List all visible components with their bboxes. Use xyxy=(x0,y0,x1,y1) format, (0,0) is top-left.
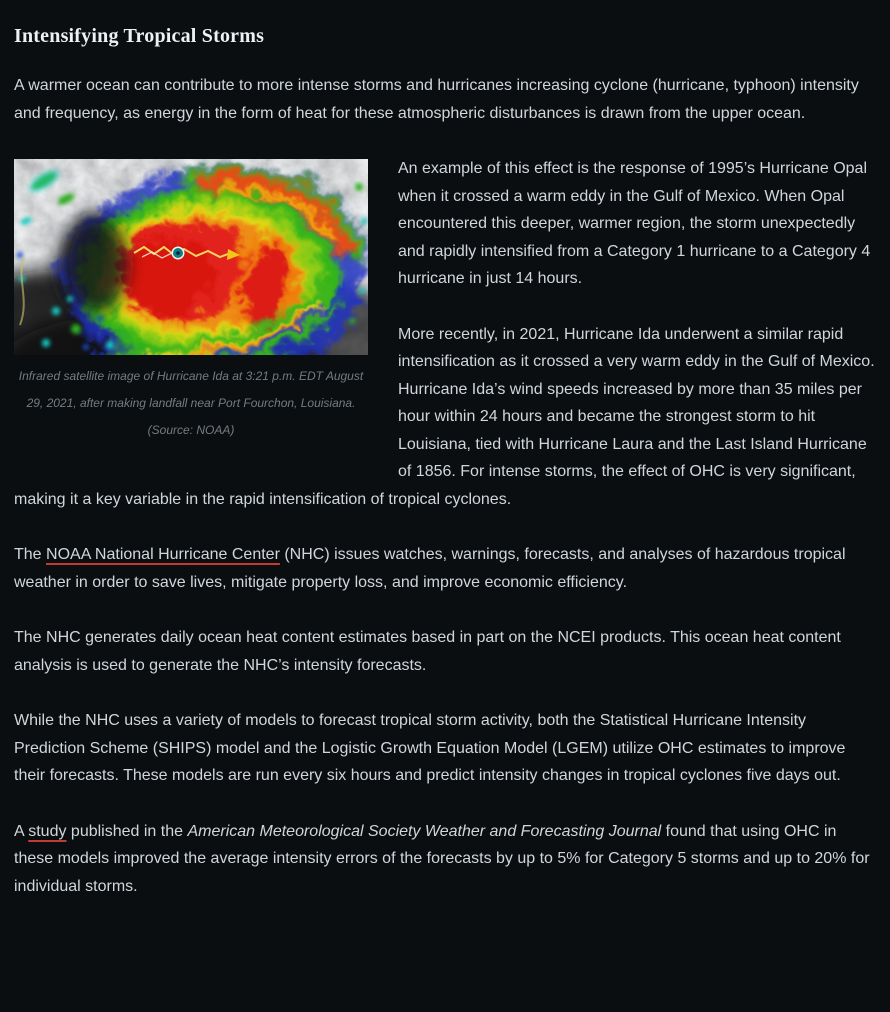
study-text-mid: published in the xyxy=(66,822,188,840)
paragraph-study xyxy=(14,818,876,901)
nhc-text-before: The xyxy=(14,546,47,563)
figure-caption: Infrared satellite image of Hurricane Ida at 3:21 p.m. EDT August 29, 2021, after making landfall near Port Fourchon, Louisiana. (Source: NOAA) xyxy=(18,369,364,437)
study-link[interactable]: study xyxy=(28,822,67,840)
hurricane-ida-satellite-image xyxy=(14,159,368,355)
hurricane-ida-satellite-svg xyxy=(14,159,368,355)
nhc-link[interactable]: NOAA National Hurricane Center xyxy=(46,546,280,563)
paragraph-opal: An example of this effect is the response of 1995’s Hurricane Opal when it crossed a warm eddy in the Gulf of Mexico. When Opal encountered this deeper, warmer region, the storm unexpectedly and rapidly intensified from a Category 1 hurricane to a Category 4 hurricane in just 14 hours. xyxy=(398,160,871,287)
paragraph-intro: A warmer ocean can contribute to more intense storms and hurricanes increasing cyclone (hurricane, typhoon) intensity and frequency, as energy in the form of heat for these atmospheric disturbances is drawn from the upper ocean. xyxy=(14,77,859,122)
dark-cloud-wedge xyxy=(64,216,128,312)
study-text-after: found that using OHC in these models improved the average intensity errors of the forecasts by up to 5% for Category 5 storms and up to 20% for individual storms. xyxy=(14,822,870,895)
paragraph-nhc xyxy=(14,541,876,596)
hurricane-figure xyxy=(14,159,368,444)
paragraph-models: While the NHC uses a variety of models to forecast tropical storm activity, both the Statistical Hurricane Intensity Prediction Scheme (SHIPS) model and the Logistic Growth Equation Model (LGEM) utilize OHC estimates to improve their forecasts. These models are run every six hours and predict intensity changes in tropical cyclones five days out. xyxy=(14,712,846,784)
journal-name: American Meteorological Society Weather and Forecasting Journal xyxy=(187,822,662,840)
study-text-before: A xyxy=(14,822,29,840)
page-title: Intensifying Tropical Storms xyxy=(14,25,265,47)
paragraph-ida: More recently, in 2021, Hurricane Ida underwent a similar rapid intensification as it crossed a very warm eddy in the Gulf of Mexico. Hurricane Ida’s wind speeds increased by more than 35 miles per hour within 24 hours and became the strongest storm to hit Louisiana, tied with Hurricane Laura and the Last Island Hurricane of 1856. For intense storms, the effect of OHC is very significant, making it a key variable in the rapid intensification of tropical cyclones. xyxy=(14,325,875,508)
figure-text-flow xyxy=(14,155,876,541)
paragraph-ncei: The NHC generates daily ocean heat content estimates based in part on the NCEI products. This ocean heat content analysis is used to generate the NHC’s intensity forecasts. xyxy=(14,629,841,674)
nhc-text-after: (NHC) issues watches, warnings, forecasts, and analyses of hazardous tropical weather in order to save lives, mitigate property loss, and improve economic efficiency. xyxy=(14,546,846,591)
